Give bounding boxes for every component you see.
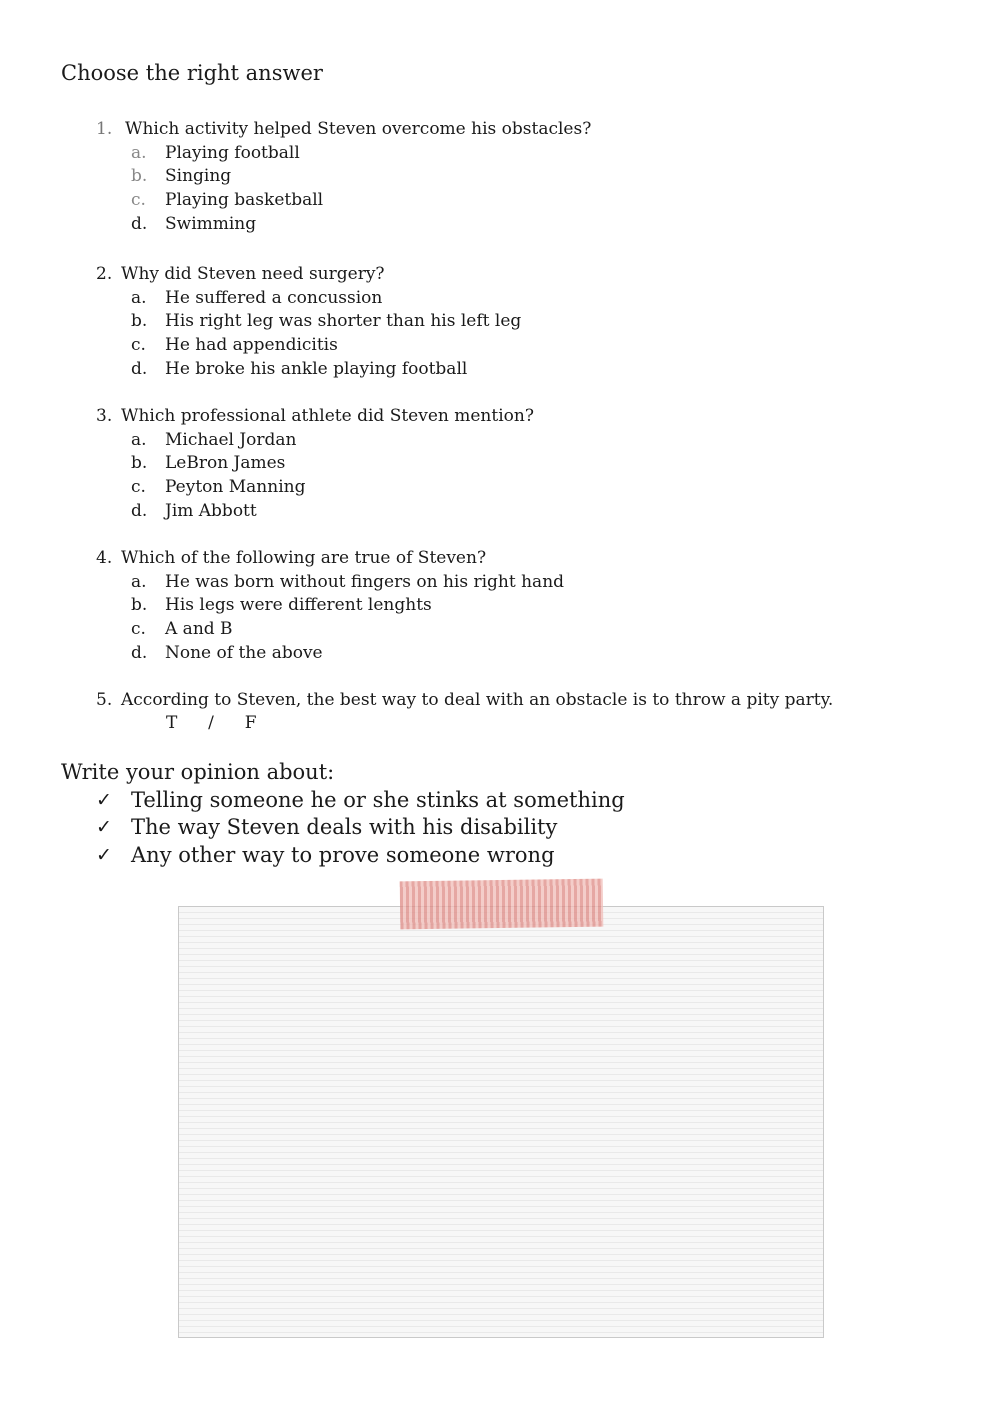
option-letter: c. <box>131 476 146 497</box>
option[interactable] <box>131 617 564 641</box>
option[interactable] <box>131 165 591 189</box>
option-letter: a. <box>131 571 147 592</box>
option-text: Michael Jordan <box>165 429 297 450</box>
option-text: Swimming <box>165 213 257 234</box>
question-number: 3. <box>96 406 113 426</box>
option-text: Singing <box>165 166 232 187</box>
option[interactable] <box>131 594 564 618</box>
question-text: According to Steven, the best way to deal with an obstacle is to throw a pity party. <box>121 690 834 710</box>
question-2 <box>96 262 521 380</box>
option-letter: a. <box>131 287 147 308</box>
question-text: Which professional athlete did Steven mention? <box>121 406 534 426</box>
opinion-topic <box>96 814 625 842</box>
section-heading: Choose the right answer <box>61 61 323 85</box>
option[interactable] <box>131 452 534 476</box>
option-text: LeBron James <box>165 453 286 474</box>
choice-separator: / <box>208 713 214 733</box>
question-number: 1. <box>96 119 113 139</box>
question-3 <box>96 404 534 522</box>
option-text: His legs were different lenghts <box>165 595 432 616</box>
option-text: None of the above <box>165 642 323 663</box>
topic-text: Any other way to prove someone wrong <box>131 842 555 867</box>
option[interactable] <box>131 212 591 236</box>
writing-paper[interactable] <box>178 906 824 1338</box>
option-letter: b. <box>131 311 148 332</box>
options-list <box>131 141 591 235</box>
question-number: 5. <box>96 690 113 710</box>
option-letter: c. <box>131 618 146 639</box>
true-option[interactable]: T <box>166 713 178 733</box>
option-letter: b. <box>131 453 148 474</box>
false-option[interactable]: F <box>244 713 257 733</box>
check-icon: ✓ <box>96 816 112 839</box>
option[interactable] <box>131 310 521 334</box>
option[interactable] <box>131 188 591 212</box>
option-letter: c. <box>131 334 146 355</box>
question-4 <box>96 546 564 664</box>
check-icon: ✓ <box>96 843 112 866</box>
option[interactable] <box>131 141 591 165</box>
option-letter: a. <box>131 429 147 450</box>
option-text: Peyton Manning <box>165 476 306 497</box>
option-text: Jim Abbott <box>165 500 257 521</box>
option-text: Playing basketball <box>165 189 324 210</box>
question-number: 4. <box>96 548 113 568</box>
question-5 <box>96 688 833 712</box>
option-letter: a. <box>131 142 147 163</box>
question-text: Which activity helped Steven overcome his obstacles? <box>125 119 592 139</box>
option-letter: d. <box>131 642 148 663</box>
option-text: He was born without fingers on his right hand <box>165 571 565 592</box>
question-text: Why did Steven need surgery? <box>121 264 385 284</box>
option-letter: b. <box>131 595 148 616</box>
opinion-topic <box>96 841 625 869</box>
options-list <box>131 570 564 664</box>
option[interactable] <box>131 357 521 381</box>
option-letter: d. <box>131 358 148 379</box>
opinion-topic <box>96 786 625 814</box>
option-text: A and B <box>165 618 233 639</box>
option-letter: c. <box>131 189 146 210</box>
option-text: He had appendicitis <box>165 334 338 355</box>
option[interactable] <box>131 286 521 310</box>
option[interactable] <box>131 499 534 523</box>
option-letter: b. <box>131 166 148 187</box>
option[interactable] <box>131 570 564 594</box>
option-text: His right leg was shorter than his left leg <box>165 311 522 332</box>
question-number: 2. <box>96 264 113 284</box>
option-text: Playing football <box>165 142 300 163</box>
option[interactable] <box>131 428 534 452</box>
option[interactable] <box>131 475 534 499</box>
question-text: Which of the following are true of Steven? <box>121 548 487 568</box>
option[interactable] <box>131 333 521 357</box>
option-text: He broke his ankle playing football <box>165 358 468 379</box>
question-1 <box>96 117 591 235</box>
true-false-choice <box>166 713 257 733</box>
check-icon: ✓ <box>96 788 112 811</box>
opinion-heading: Write your opinion about: <box>61 760 335 784</box>
option-letter: d. <box>131 500 148 521</box>
topic-text: The way Steven deals with his disability <box>131 815 558 840</box>
topic-text: Telling someone he or she stinks at something <box>131 787 625 812</box>
option[interactable] <box>131 641 564 665</box>
opinion-topics <box>96 786 625 869</box>
options-list <box>131 428 534 522</box>
options-list <box>131 286 521 380</box>
option-text: He suffered a concussion <box>165 287 383 308</box>
washi-tape <box>400 879 604 930</box>
option-letter: d. <box>131 213 148 234</box>
